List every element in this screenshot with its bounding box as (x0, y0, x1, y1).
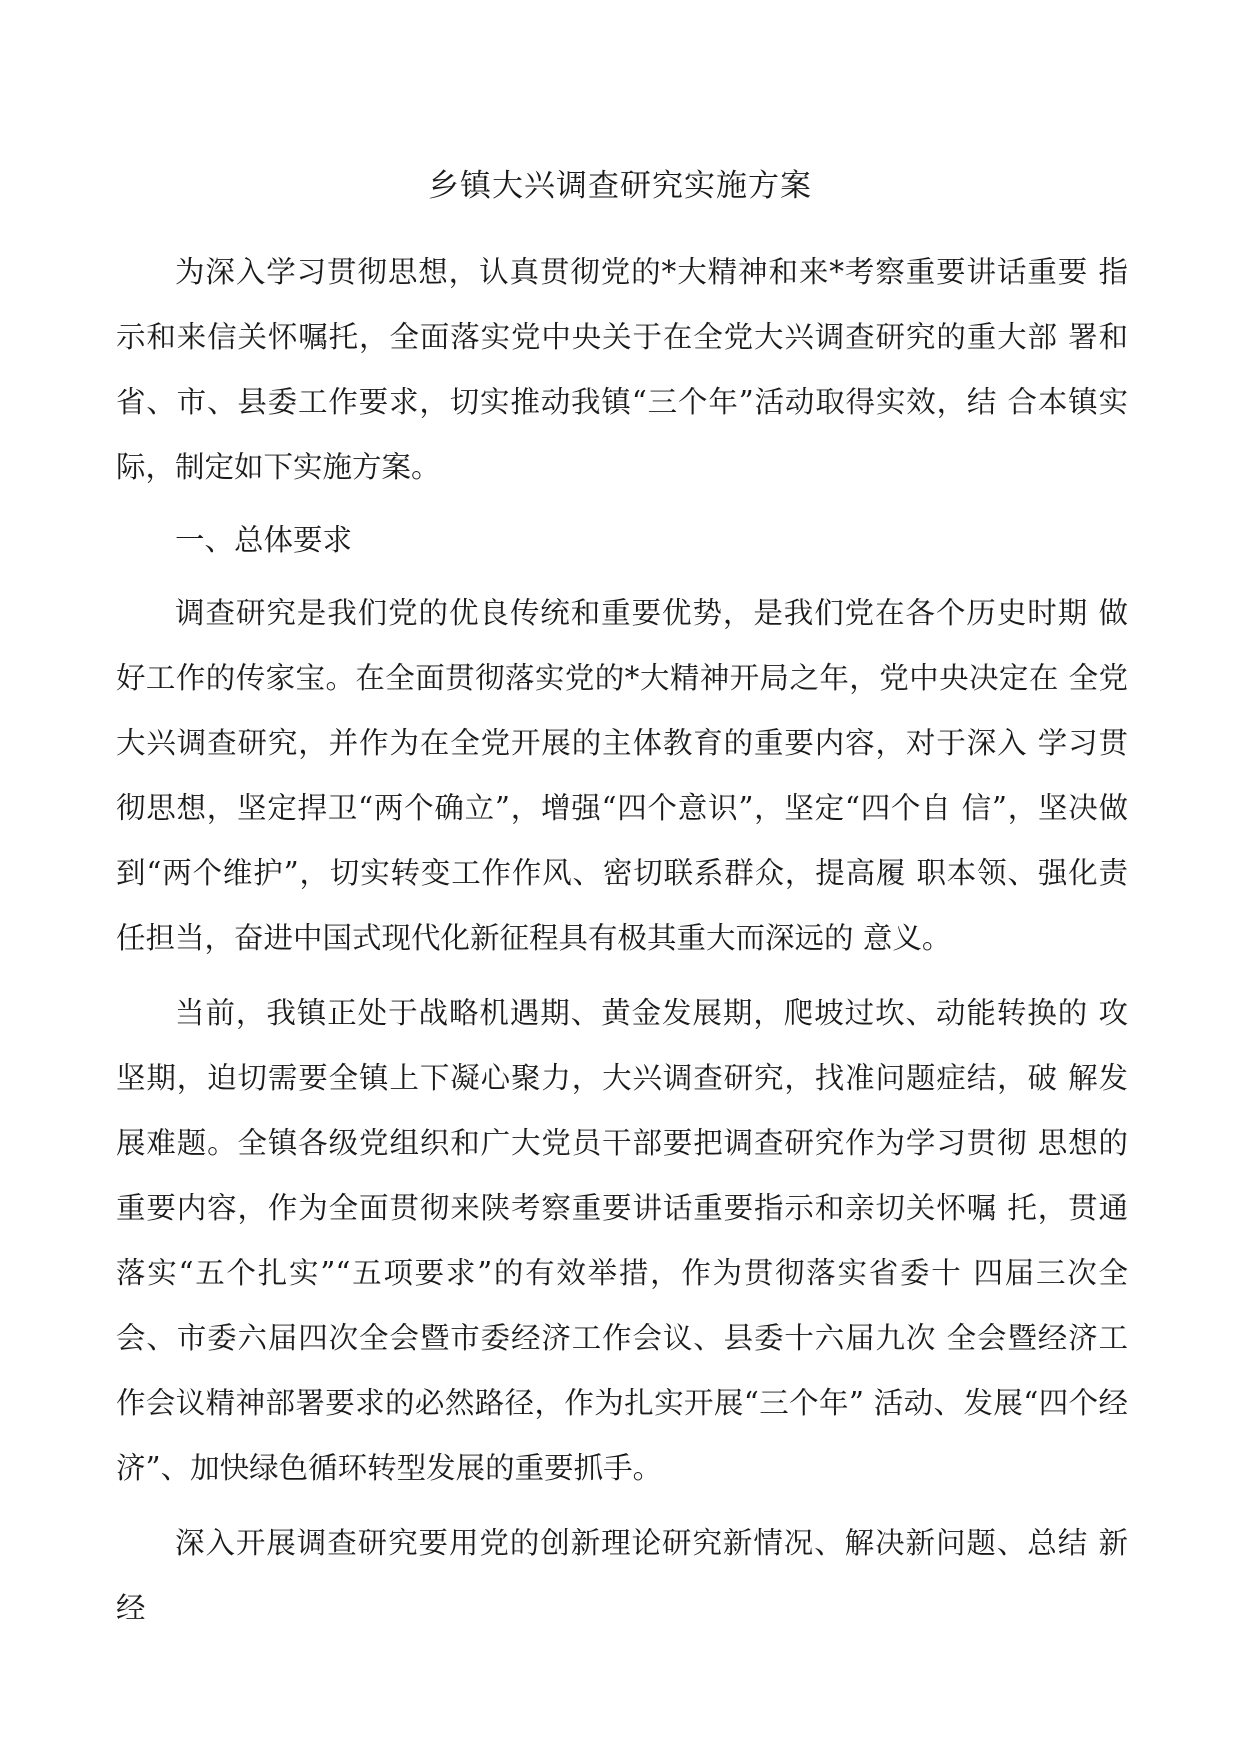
body-paragraph: 调查研究是我们党的优良传统和重要优势，是我们党在各个历史时期 做好工作的传家宝。在全面贯彻落实党的*大精神开局之年，党中央决定在 全党大兴调查研究，并作为在全党开展的主体教育的重要内容，对于深入 学习贯彻思想，坚定捍卫“两个确立”，增强“四个意识”，坚定“四个自 信”，坚决做到“两个维护”，切实转变工作作风、密切联系群众，提高履 职本领、强化责任担当，奋进中国式现代化新征程具有极其重大而深远的 意义。 (116, 596, 1128, 955)
intro-paragraph: 为深入学习贯彻思想，认真贯彻党的*大精神和来*考察重要讲话重要 指示和来信关怀嘱托，全面落实党中央关于在全党大兴调查研究的重大部 署和省、市、县委工作要求，切实推动我镇“三个年”活动取得实效，结 合本镇实际，制定如下实施方案。 (116, 255, 1128, 484)
body-paragraph: 当前，我镇正处于战略机遇期、黄金发展期，爬坡过坎、动能转换的 攻坚期，迫切需要全镇上下凝心聚力，大兴调查研究，找准问题症结，破 解发展难题。全镇各级党组织和广大党员干部要把调查研究作为学习贯彻 思想的重要内容，作为全面贯彻来陕考察重要讲话重要指示和亲切关怀嘱 托，贯通落实“五个扎实”“五项要求”的有效举措，作为贯彻落实省委十 四届三次全会、市委六届四次全会暨市委经济工作会议、县委十六届九次 全会暨经济工作会议精神部署要求的必然路径，作为扎实开展“三个年” 活动、发展“四个经济”、加快绿色循环转型发展的重要抓手。 (116, 996, 1128, 1485)
document-title: 乡镇大兴调查研究实施方案 (428, 168, 812, 204)
body-paragraph: 深入开展调查研究要用党的创新理论研究新情况、解决新问题、总结 新经 (116, 1526, 1128, 1625)
document-body (116, 240, 1128, 1641)
section-heading: 一、总体要求 (175, 523, 353, 557)
